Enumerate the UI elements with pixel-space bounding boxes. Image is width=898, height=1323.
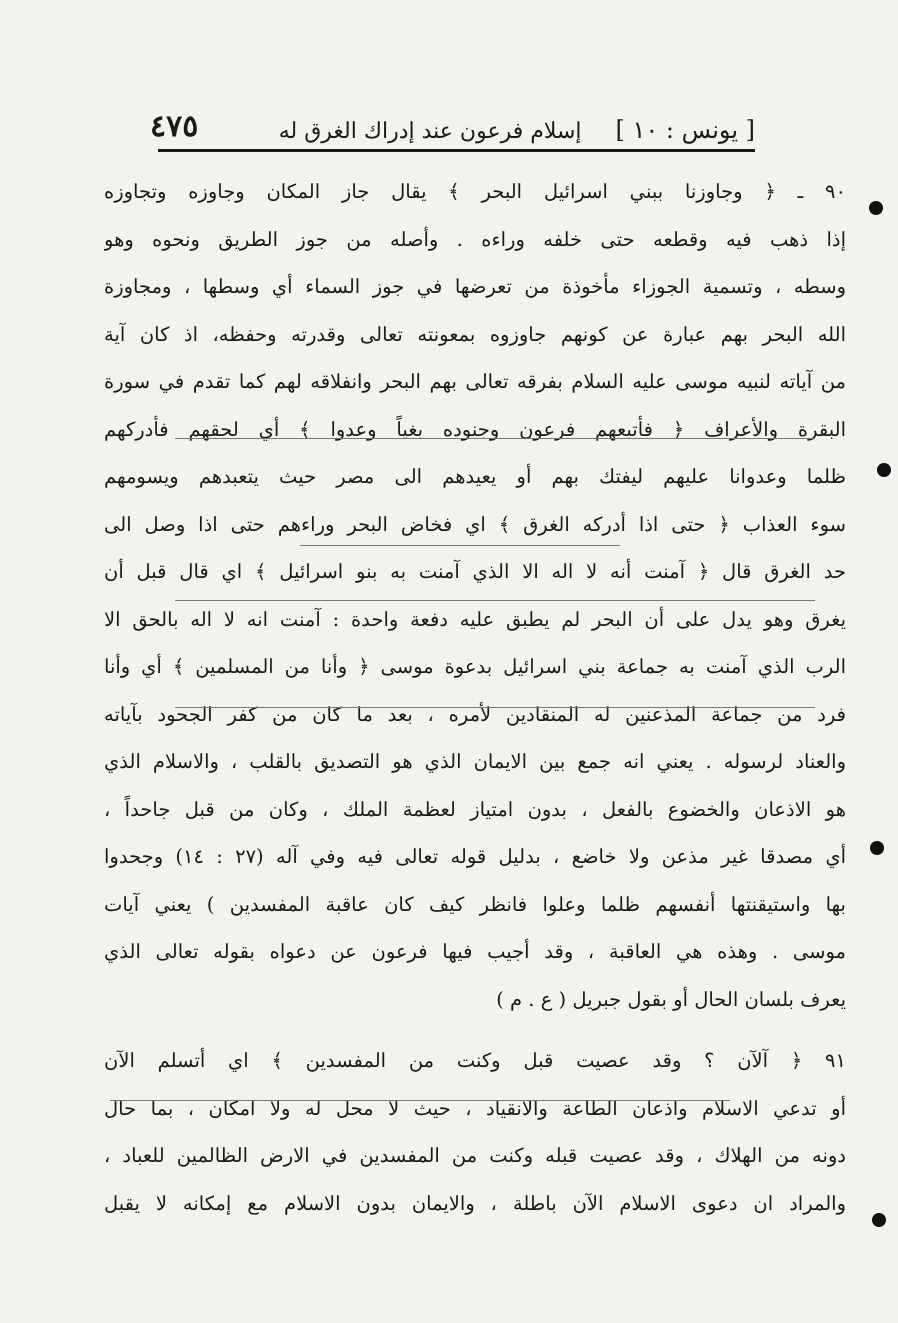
text-line: أي مصدقا غير مذعن ولا خاضع ، بدليل قوله تعالى فيه وفي آله (٢٧ : ١٤) وجحدوا	[104, 845, 846, 868]
scan-line	[175, 438, 815, 439]
text-line: يغرق وهو يدل على أن البحر لم يطبق عليه دفعة واحدة : آمنت انه لا اله بالحق الا	[104, 607, 846, 631]
text-line: البقرة والأعراف ﴿ فأتبعهم فرعون وجنوده بغياً وعدوا ﴾ أي لحقهم فأدركهم	[104, 417, 846, 441]
page-header	[150, 98, 755, 144]
margin-dot	[872, 1213, 886, 1227]
text-line: والعناد لرسوله . يعني انه جمع بين الايمان الذي هو التصديق بالقلب ، والاسلام الذي	[104, 750, 846, 773]
margin-dot	[869, 201, 883, 215]
commentary-text	[104, 168, 846, 1308]
text-line: يعرف بلسان الحال أو بقول جبريل ( ع . م )	[496, 987, 846, 1011]
margin-dot	[877, 463, 891, 477]
surah-reference: [ يونس : ١٠ ]	[615, 116, 755, 144]
margin-dot	[870, 841, 884, 855]
running-title: إسلام فرعون عند إدراك الغرق له	[278, 119, 582, 144]
text-line: بها واستيقنتها أنفسهم ظلما وعلوا فانظر كيف كان عاقبة المفسدين ) يعني آيات	[104, 892, 846, 916]
text-line: أو تدعي الاسلام واذعان الطاعة والانقياد ، حيث لا محل له ولا امكان ، بما حال	[104, 1096, 846, 1120]
text-line: هو الاذعان والخضوع بالفعل ، بدون امتياز لعظمة الملك ، وكان من قبل جاحداً ،	[104, 797, 846, 821]
text-line: من آياته لنبيه موسى عليه السلام بفرقه تعالى بهم البحر وانفلاقه لهم كما تقدم في سورة	[104, 370, 846, 393]
text-line: والمراد ان دعوى الاسلام الآن باطلة ، والايمان بدون الاسلام مع إمكانه لا يقبل	[104, 1191, 846, 1215]
text-line: وسطه ، وتسمية الجوزاء مأخوذة من تعرضها في جوز السماء أي وسطها ، ومجاوزة	[104, 275, 846, 298]
text-line: ٩٠ ـ ﴿ وجاوزنا ببني اسرائيل البحر ﴾ يقال جاز المكان وجاوزه وتجاوزه	[104, 180, 846, 203]
page-number: ٤٧٥	[150, 109, 199, 144]
text-line: موسى . وهذه هي العاقبة ، وقد أجيب فيها فرعون عن دعواه بقوله تعالى الذي	[104, 940, 846, 963]
text-line: الرب الذي آمنت به جماعة بني اسرائيل بدعوة موسى ﴿ وأنا من المسلمين ﴾ أي وأنا	[104, 655, 846, 678]
header-rule	[158, 149, 755, 152]
scan-line	[175, 600, 815, 601]
text-line: فرد من جماعة المذعنين له المنقادين لأمره ، بعد ما كان من كفر الجحود بآياته	[104, 702, 846, 726]
scan-line	[110, 1100, 730, 1101]
scan-line	[175, 707, 815, 708]
text-line: دونه من الهلاك ، وقد عصيت قبله وكنت من المفسدين في الارض الظالمين للعباد ،	[104, 1144, 846, 1167]
text-line: ظلما وعدوانا عليهم ليفتك بهم أو يعيدهم الى مصر حيث يتعبدهم ويسومهم	[104, 465, 846, 488]
text-line: سوء العذاب ﴿ حتى اذا أدركه الغرق ﴾ اي فخاض البحر وراءهم حتى اذا وصل الى	[104, 512, 846, 536]
scan-line	[300, 545, 620, 546]
text-line: إذا ذهب فيه وقطعه حتى خلفه وراءه . وأصله من جوز الطريق ونحوه وهو	[104, 227, 846, 251]
text-line: حد الغرق قال ﴿ آمنت أنه لا اله الا الذي آمنت به بنو اسرائيل ﴾ اي قال قبل أن	[104, 560, 846, 583]
text-line: ٩١ ﴿ آلآن ؟ وقد عصيت قبل وكنت من المفسدين ﴾ اي أتسلم الآن	[104, 1049, 846, 1072]
text-line: الله البحر بهم عبارة عن كونهم جاوزوه بمعونته تعالى وقدرته وحفظه، اذ كان آية	[104, 322, 846, 346]
